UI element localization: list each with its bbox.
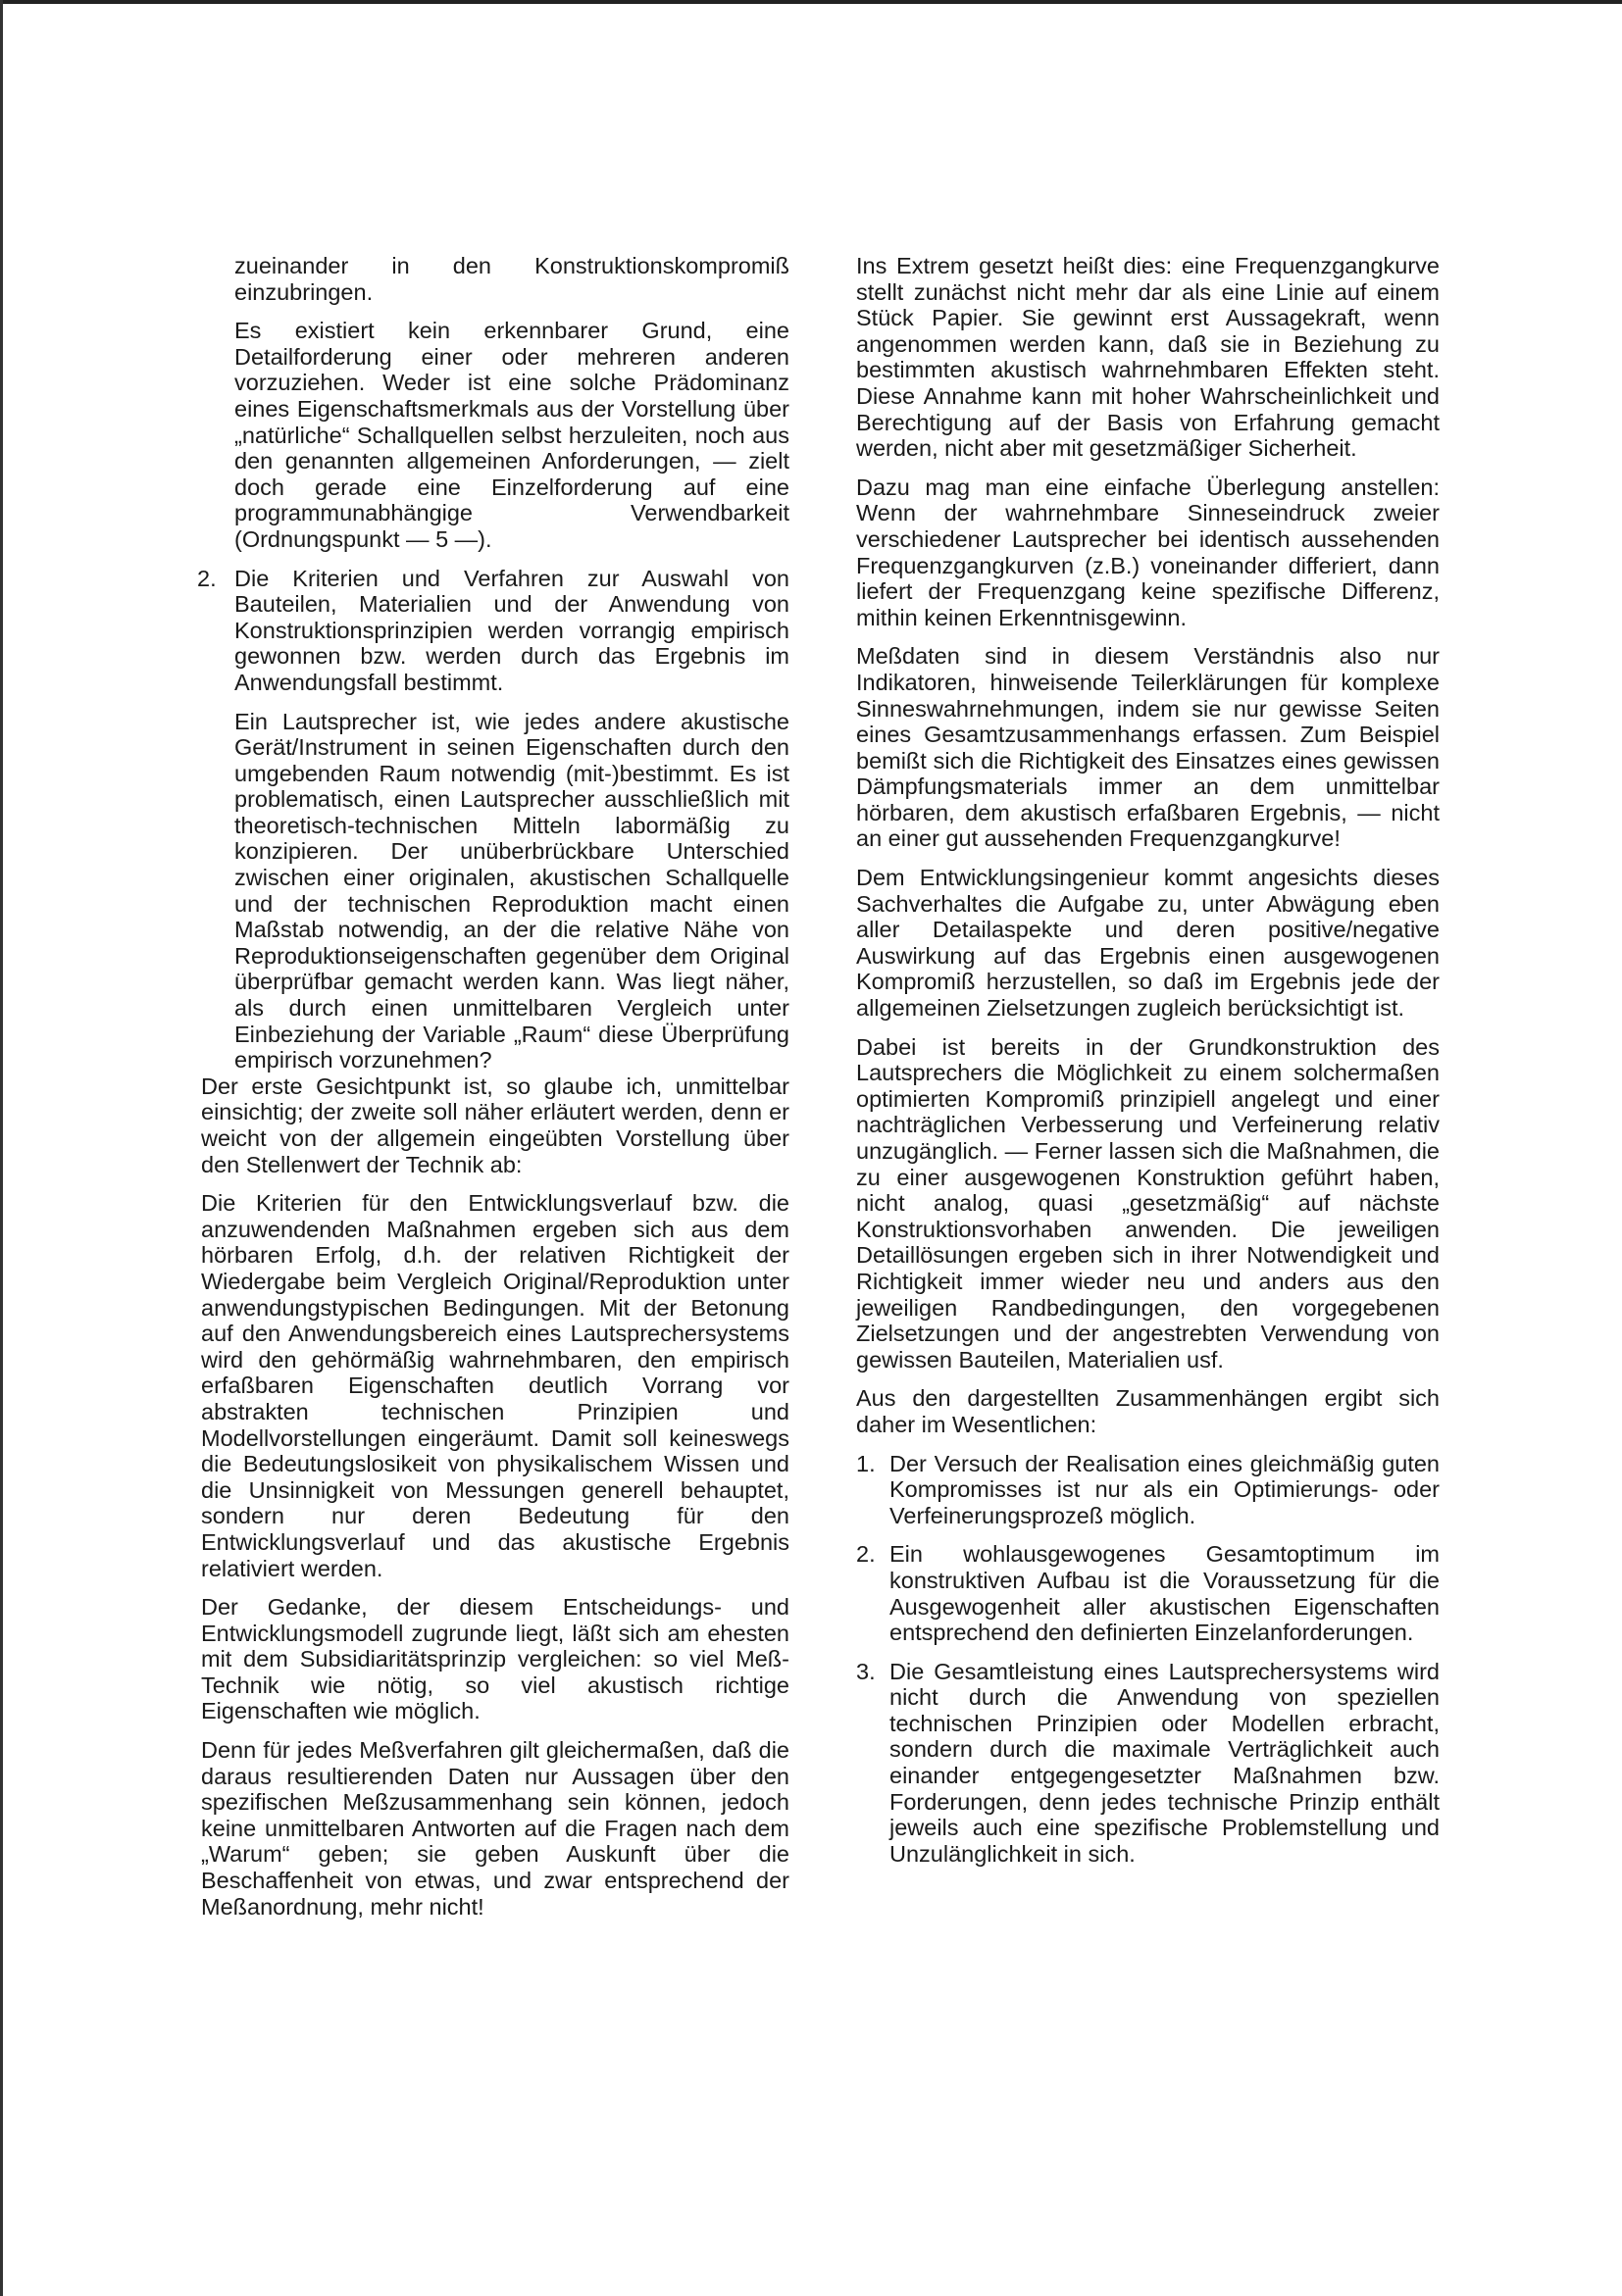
list-item xyxy=(197,565,789,696)
right-column xyxy=(856,253,1440,1879)
list-number: 3. xyxy=(856,1658,876,1684)
paragraph: Der Gedanke, der diesem Entscheidungs- und Entwicklungsmodell zugrunde liegt, läßt sich am ehesten mit dem Subsidiaritätsprinzip vergleichen: so viel Meß-Technik wie nötig, so viel akustisch richtige Eigenschaften wie möglich. xyxy=(201,1594,789,1724)
paragraph: zueinander in den Konstruktionskompromiß einzubringen. xyxy=(234,253,789,305)
list-number: 2. xyxy=(856,1541,876,1568)
list-item-text: Die Gesamtleistung eines Lautsprechersystems wird nicht durch die Anwendung von speziellen technischen Prinzipien oder Modellen erbracht, sondern durch die maximale Verträglichkeit auch einander entgegengesetzter Maßnahmen bzw. Forderungen, denn jedes technische Prinzip enthält jeweils auch eine spezifische Problemstellung und Unzulänglichkeit in sich. xyxy=(889,1658,1440,1867)
list-item xyxy=(856,1451,1440,1529)
paragraph: Denn für jedes Meßverfahren gilt gleichermaßen, daß die daraus resultierenden Daten nur Aussagen über den spezifischen Meßzusammenhang sein können, jedoch keine unmittelbaren Antworten auf die Fragen nach dem „Warum“ geben; sie geben Auskunft über die Beschaffenheit von etwas, und zwar entsprechend der Meßanordnung, mehr nicht! xyxy=(201,1737,789,1920)
paragraph: Der erste Gesichtpunkt ist, so glaube ich, unmittelbar einsichtig; der zweite soll näher erläutert werden, denn er weicht von der allgemein eingeübten Vorstellung über den Stellenwert der Technik ab: xyxy=(201,1073,789,1177)
list-number: 2. xyxy=(197,565,217,591)
list-number: 1. xyxy=(856,1450,876,1476)
paragraph: Dazu mag man eine einfache Überlegung anstellen: Wenn der wahrnehmbare Sinneseindruck zweier verschiedener Lautsprecher bei identisch aussehenden Frequenzgangkurven (z.B.) voneinander differiert, dann liefert der Frequenzgang keine spezifische Differenz, mithin keinen Erkenntnisgewinn. xyxy=(856,474,1440,630)
left-column xyxy=(197,253,789,1932)
list-item-text: Die Kriterien und Verfahren zur Auswahl von Bauteilen, Materialien und der Anwendung von Konstruktionsprinzipien werden vorrangig empirisch gewonnen bzw. werden durch das Ergebnis im Anwendungsfall bestimmt. xyxy=(234,565,789,695)
scan-edge-left xyxy=(0,0,3,2296)
list-item xyxy=(856,1659,1440,1868)
paragraph: Es existiert kein erkennbarer Grund, eine Detailforderung einer oder mehreren anderen vorzuziehen. Weder ist eine solche Prädominanz eines Eigenschaftsmerkmals aus der Vorstellung über „natürliche“ Schallquellen selbst herzuleiten, noch aus den genannten allgemeinen Anforderungen, — zielt doch gerade eine Einzelforderung auf eine programmunabhängige Verwendbarkeit (Ordnungspunkt — 5 —). xyxy=(234,318,789,552)
list-item-text: Der Versuch der Realisation eines gleichmäßig guten Kompromisses ist nur als ein Optimierungs- oder Verfeinerungsprozeß möglich. xyxy=(889,1450,1440,1528)
paragraph: Die Kriterien für den Entwicklungsverlauf bzw. die anzuwendenden Maßnahmen ergeben sich aus dem hörbaren Erfolg, d.h. der relativen Richtigkeit der Wiedergabe beim Vergleich Original/Reproduktion unter anwendungstypischen Bedingungen. Mit der Betonung auf den Anwendungsbereich eines Lautsprechersystems wird den gehörmäßig wahrnehmbaren, den empirisch erfaßbaren Eigenschaften deutlich Vorrang vor abstrakten technischen Prinzipien und Modellvorstellungen eingeräumt. Damit soll keineswegs die Bedeutungslosikeit von physikalischem Wissen und die Unsinnigkeit von Messungen generell behauptet, sondern nur deren Bedeutung für den Entwicklungsverlauf und das akustische Ergebnis relativiert werden. xyxy=(201,1190,789,1581)
list-item xyxy=(856,1541,1440,1645)
paragraph: Ins Extrem gesetzt heißt dies: eine Frequenzgangkurve stellt zunächst nicht mehr dar als eine Linie auf einem Stück Papier. Sie gewinnt erst Aussagekraft, wenn angenommen werden kann, daß sie in Beziehung zu bestimmten akustisch wahrnehmbaren Effekten steht. Diese Annahme kann mit hoher Wahrscheinlichkeit und Berechtigung auf der Basis von Erfahrung gemacht werden, nicht aber mit gesetzmäßiger Sicherheit. xyxy=(856,253,1440,462)
paragraph: Ein Lautsprecher ist, wie jedes andere akustische Gerät/Instrument in seinen Eigenschaften durch den umgebenden Raum notwendig (mit-)bestimmt. Es ist problematisch, einen Lautsprecher ausschließlich mit theoretisch-technischen Mitteln labormäßig zu konzipieren. Der unüberbrückbare Unterschied zwischen einer originalen, akustischen Schallquelle und der technischen Reproduktion macht einen Maßstab notwendig, an der die relative Nähe von Reproduktionseigenschaften gegenüber dem Original überprüfbar gemacht werden kann. Was liegt näher, als durch einen unmittelbaren Vergleich unter Einbeziehung der Variable „Raum“ diese Überprüfung empirisch vorzunehmen? xyxy=(234,708,789,1073)
paragraph: Dabei ist bereits in der Grundkonstruktion des Lautsprechers die Möglichkeit zu einem solchermaßen optimierten Kompromiß prinzipiell angelegt und einer nachträglichen Verbesserung und Verfeinerung relativ unzugänglich. — Ferner lassen sich die Maßnahmen, die zu einer ausgewogenen Konstruktion geführt haben, nicht analog, quasi „gesetzmäßig“ auf nächste Konstruktionsvorhaben anwenden. Die jeweiligen Detaillösungen ergeben sich in ihrer Notwendigkeit und Richtigkeit immer wieder neu und anders aus den jeweiligen Randbedingungen, den vorgegebenen Zielsetzungen und der angestrebten Verwendung von gewissen Bauteilen, Materialien usf. xyxy=(856,1033,1440,1373)
scan-edge-top xyxy=(0,0,1622,4)
paragraph: Dem Entwicklungsingenieur kommt angesichts dieses Sachverhaltes die Aufgabe zu, unter Abwägung eben aller Detailaspekte und deren positive/negative Auswirkung auf das Ergebnis einen ausgewogenen Kompromiß herzustellen, so daß im Ergebnis jede der allgemeinen Zielsetzungen zugleich berücksichtigt ist. xyxy=(856,865,1440,1022)
list-item-text: Ein wohlausgewogenes Gesamtoptimum im konstruktiven Aufbau ist die Voraussetzung für die Ausgewogenheit aller akustischen Eigenschaften entsprechend den definierten Einzelanforderungen. xyxy=(889,1541,1440,1646)
paragraph: Meßdaten sind in diesem Verständnis also nur Indikatoren, hinweisende Teilerklärungen für komplexe Sinneswahrnehmungen, indem sie nur gewisse Seiten eines Gesamtzusammenhangs erfassen. Zum Beispiel bemißt sich die Richtigkeit des Einsatzes eines gewissen Dämpfungsmaterials immer an dem unmittelbar hörbaren, dem akustisch erfaßbaren Ergebnis, — nicht an einer gut aussehenden Frequenzgangkurve! xyxy=(856,643,1440,852)
paragraph: Aus den dargestellten Zusammenhängen ergibt sich daher im Wesentlichen: xyxy=(856,1385,1440,1437)
